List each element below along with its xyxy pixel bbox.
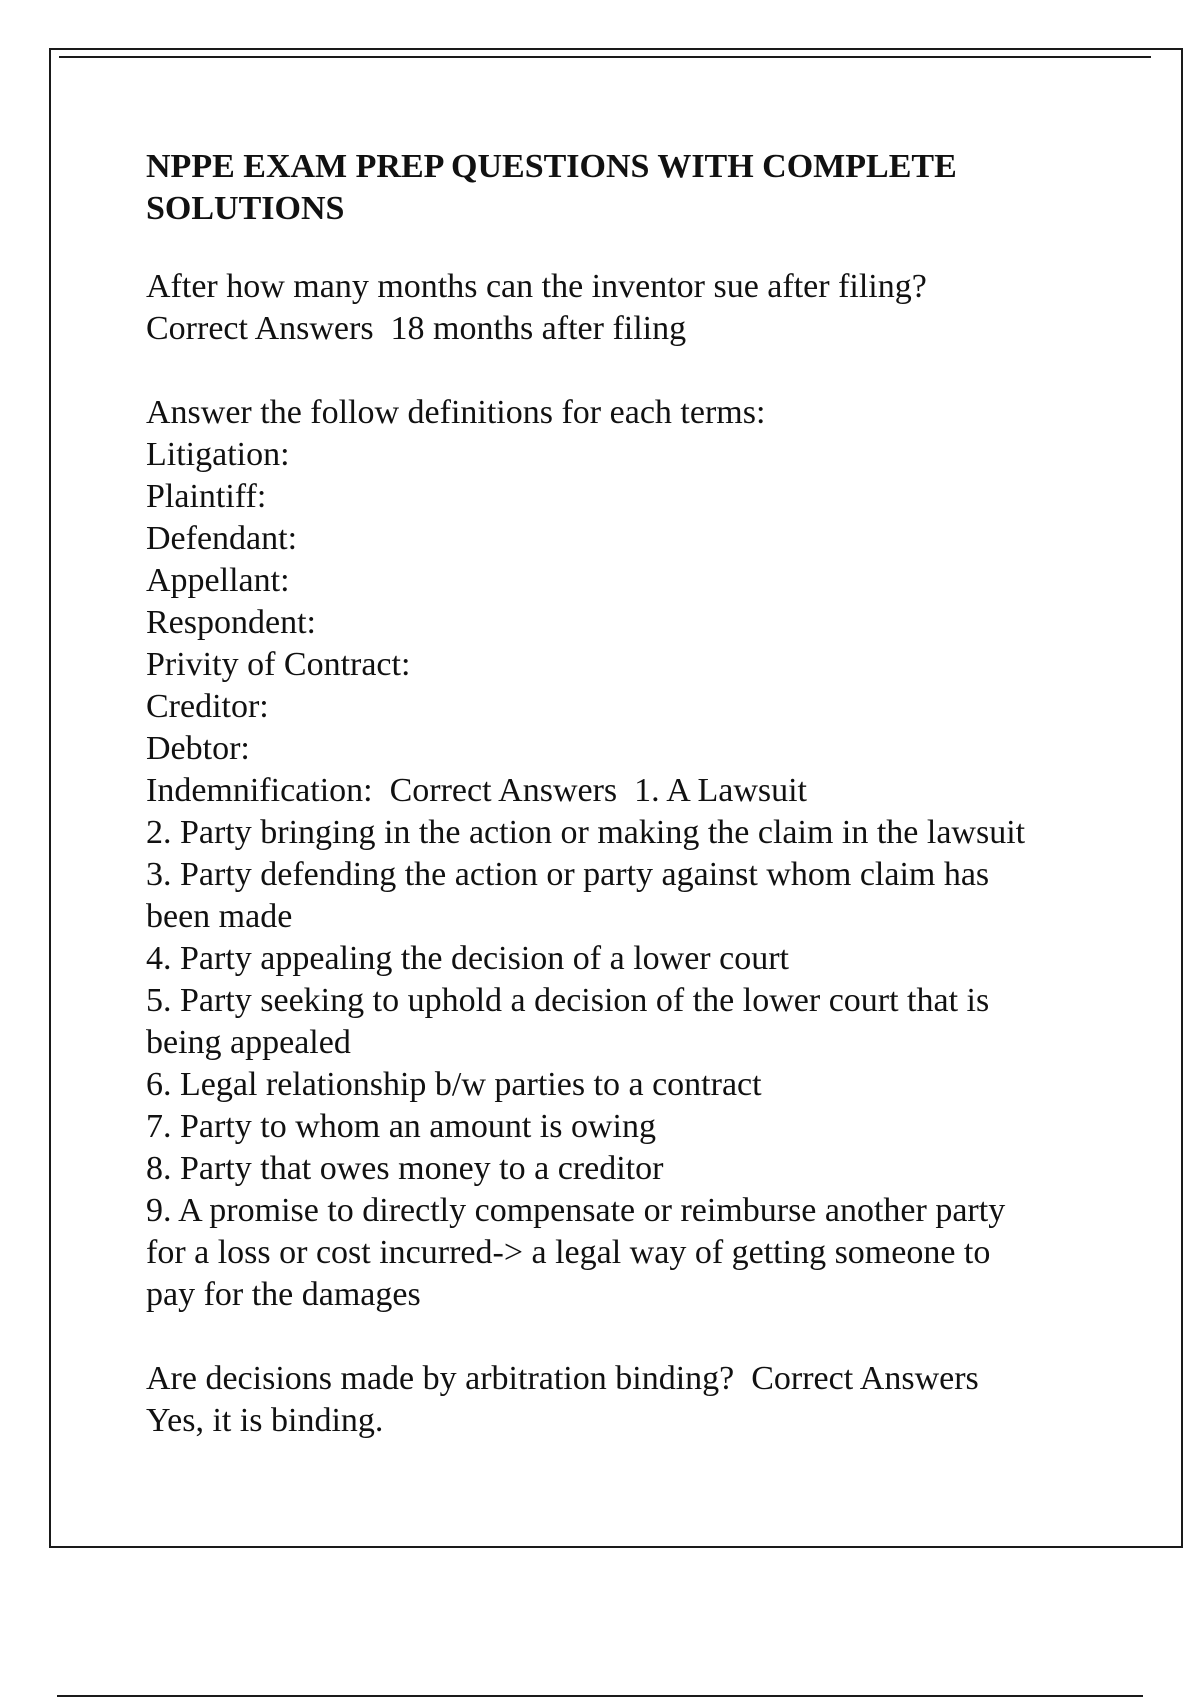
answer-line: pay for the damages — [146, 1276, 421, 1313]
term-debtor: Debtor: — [146, 730, 250, 767]
answer-line: 5. Party seeking to uphold a decision of the lower court that is — [146, 982, 990, 1019]
question-1 — [146, 266, 1106, 350]
top-rule — [59, 56, 1151, 58]
document-title: NPPE EXAM PREP QUESTIONS WITH COMPLETE SOLUTIONS — [146, 148, 957, 227]
answer-line: 6. Legal relationship b/w parties to a contract — [146, 1066, 762, 1103]
question-2 — [146, 392, 1106, 1316]
answer-text: Correct Answers 18 months after filing — [146, 310, 687, 347]
term-indemnification-answer: Indemnification: Correct Answers 1. A Lawsuit — [146, 772, 807, 809]
question-text: Are decisions made by arbitration binding? Correct Answers — [146, 1360, 979, 1397]
page-frame — [49, 48, 1183, 1548]
answer-line: 8. Party that owes money to a creditor — [146, 1150, 664, 1187]
bottom-rule — [57, 1695, 1143, 1697]
term-plaintiff: Plaintiff: — [146, 478, 267, 515]
term-defendant: Defendant: — [146, 520, 298, 557]
answer-line: 3. Party defending the action or party against whom claim has — [146, 856, 990, 893]
answer-line: being appealed — [146, 1024, 351, 1061]
term-creditor: Creditor: — [146, 688, 269, 725]
answer-line: 2. Party bringing in the action or making the claim in the lawsuit — [146, 814, 1026, 851]
answer-line: 7. Party to whom an amount is owing — [146, 1108, 656, 1145]
answer-line: for a loss or cost incurred-> a legal way of getting someone to — [146, 1234, 991, 1271]
term-litigation: Litigation: — [146, 436, 290, 473]
term-respondent: Respondent: — [146, 604, 316, 641]
answer-text: Yes, it is binding. — [146, 1402, 384, 1439]
question-3 — [146, 1358, 1106, 1442]
answer-line: 4. Party appealing the decision of a lower court — [146, 940, 789, 977]
question-text: Answer the follow definitions for each terms: — [146, 394, 766, 431]
term-privity-of-contract: Privity of Contract: — [146, 646, 411, 683]
answer-line: been made — [146, 898, 293, 935]
question-text: After how many months can the inventor sue after filing? — [146, 268, 927, 305]
document-body — [146, 146, 1106, 1484]
term-appellant: Appellant: — [146, 562, 290, 599]
answer-line: 9. A promise to directly compensate or reimburse another party — [146, 1192, 1006, 1229]
